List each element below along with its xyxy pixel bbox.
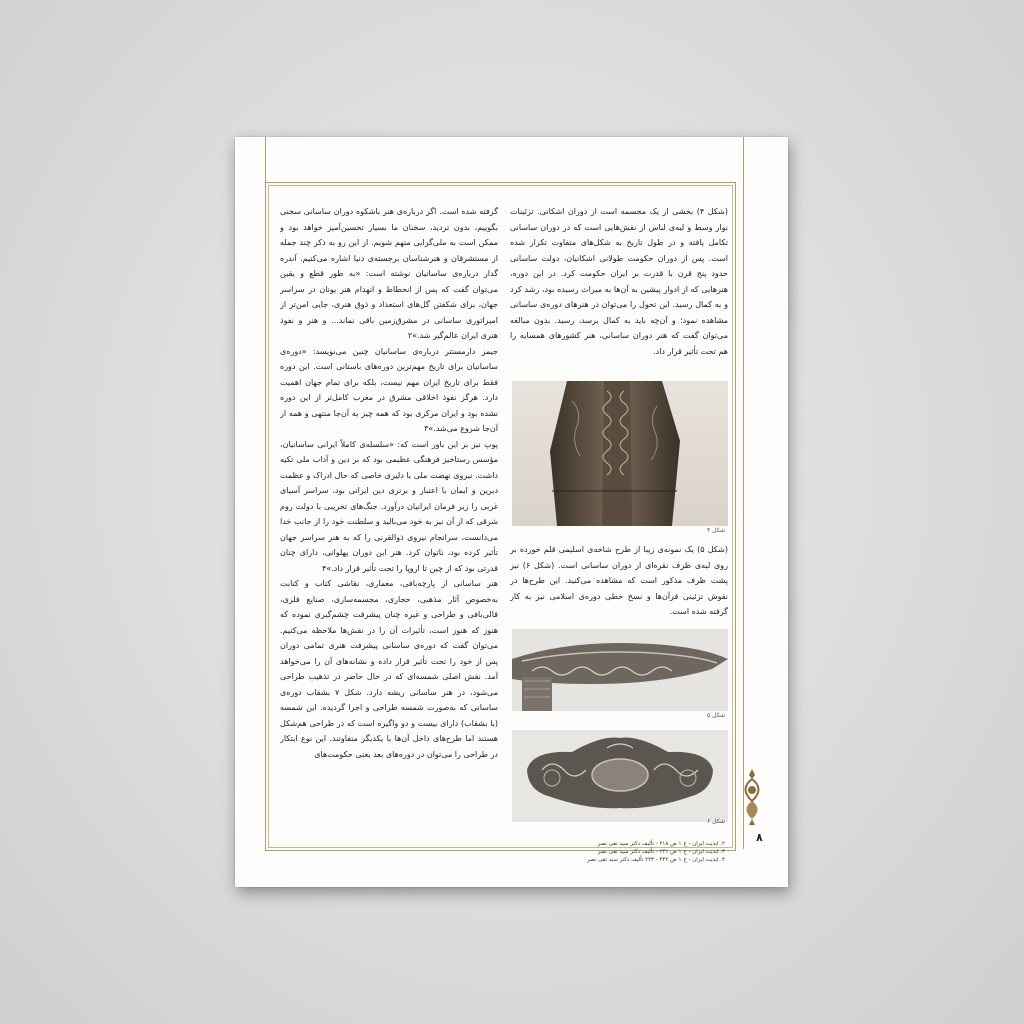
figure-6-caption: شکل ۶ (706, 818, 725, 825)
figure-4-statue (512, 381, 728, 526)
right-paragraph-2-wrap (510, 542, 728, 627)
figure-5-caption: شکل ۵ (706, 712, 725, 719)
left-paragraph-4: هنر ساسانی از پارچه‌بافی، معماری، نقاشی کتاب و کتابت به‌خصوص آثار مذهبی، حجاری، مجسمه‌سازی، صنایع فلزی، قالی‌بافی و طراحی و غیره چنان پیشرفت چشم‌گیری نموده که هنوز که هنوز است، تأثیرات آن را در نقش‌ها ملاحظه می‌کنیم. می‌توان گفت که دوره‌ی ساسانی پیشرفت هنری تمامی دوران پس از خود را تحت تأثیر قرار داده و نشانه‌های آن را می‌خواهد آمد. نقش اصلی شمسه‌ای که در حال حاضر در تذهیب طراحی می‌شود، در هنر ساسانی ریشه دارد. شکل ۷ بشقاب دوره‌ی ساسانی که به‌صورت شمسه طراحی و اجرا گردیده. این شمسه (با بشقاب) دارای بیست و دو واگیره است که در طراحی هم‌شکل هستند اما طرح‌های داخل آن‌ها با یکدیگر متفاوتند. این نوع ابتکار در طراحی را می‌توان در دوره‌های بعد یعنی حکومت‌های (280, 579, 498, 759)
figure-5-plate-edge (512, 629, 728, 711)
top-border-line (265, 137, 266, 182)
left-paragraph-3: پوپ نیز بر این باور است که: «سلسله‌ی کاملاً ایرانی ساسانیان، مؤسس رستاخیز فرهنگی عظیمی بود که بر دین و آداب ملی تکیه داشت. نیروی نهضت ملی با دلیری خاصی که حال ادراک و عظمت دیرین و ایمان با اعتبار و برتری دین ایرانی بود، سراسر آسیای غربی را زیر فرمان ایرانیان درآورد. جنگ‌های تخریبی با دولت روم شرقی که از آن نیز به خود می‌بالید و سلطنت خود را از جانب خدا می‌دانست، سرانجام نیروی ذوالقرنی را که به هنر سراسر جهان تأثیر کرده بود، ناتوان کرد. هنر این دوران پهلوانی، دارای چنان قدرتی بود که از چین تا اروپا را تحت تأثیر قرار داد.»۴ (280, 439, 498, 573)
figure-4-caption: شکل ۴ (706, 527, 725, 534)
book-page (235, 137, 788, 887)
footnotes (535, 840, 725, 864)
decorative-ornament-icon (737, 767, 767, 827)
right-paragraph-1: (شکل ۴) بخشی از یک مجسمه است از دوران اشکانی. تزئینات نوار وسط و لبه‌ی لباس از نقش‌هایی است که در دوران ساسانی تکامل یافته و در طول تاریخ به شکل‌های متفاوت تکرار شده است. پس از دوران حکومت طولانی اشکانیان، دولت ساسانی حدود پنج قرن با قدرت بر ایران حکومت کرد. در این دوره، هنرهایی که از ادوار پیشین به آن‌ها به میراث رسیده بود، رشد کرد و به کمال رسید. این تحول را می‌توان در هنرهای دوره‌ی ساسانی مشاهده نمود؛ و آن‌چه باید به کمال برسد، رسید. بدون مبالغه می‌توان گفت که هنر دوران ساسانی، هنر کشورهای همسایه را هم تحت تأثیر قرار داد. (510, 207, 728, 356)
left-column (280, 204, 498, 844)
footnote: ۳. ابدیت ایران - ج ۱ ص ۲۴۱ - تألیف دکتر سید تقی نصر (597, 849, 725, 855)
right-column (510, 204, 728, 379)
right-paragraph-2: (شکل ۵) یک نمونه‌ی زیبا از طرح شاخه‌ی اسلیمی قلم خورده بر روی لبه‌ی ظرف نقره‌ای از دوران ساسانی است. (شکل ۶) نیز پشت ظرف مذکور است که مشاهده می‌کنید. این طرح‌ها در نقوش تزئینی قرآن‌ها و نسخ خطی دوره‌ی اسلامی نیز به کار گرفته شده است. (510, 545, 728, 616)
page-number: ۸ (756, 831, 763, 844)
left-paragraph-2: جیمز دارمستتر درباره‌ی ساسانیان چنین می‌نویسد: «دوره‌ی ساسانیان برای تاریخ مهم‌ترین دوره‌های باستانی است. این دوره فقط برای تاریخ ایران مهم نیست، بلکه برای تمام جهان اهمیت دارد. هرگز نفوذ اخلاقی مشرق در مغرب کامل‌تر از این دوره نشده بود و ایران مرکزی بود که همه چیز به آن‌جا منتهی و همه از آن‌جا شروع می‌شد.»۳ (280, 346, 498, 433)
side-border-line (743, 137, 744, 849)
footnote: ۲. ابدیت ایران - ج ۱ ص ۲۱۸ - تألیف دکتر سید تقی نصر (597, 841, 725, 847)
footnote: ۴. ابدیت ایران - ج ۱ ص ۲۴۲ - ۲۴۳ تألیف دکتر سید تقی نصر (586, 857, 725, 863)
left-paragraph-1: گرفته شده است. اگر درباره‌ی هنر باشکوه دوران ساسانی سخنی بگوییم، بدون تردید، سخنان ما بسیار تحسین‌آمیز خواهد بود و ممکن است به ملی‌گرایی متهم شویم. از این رو به ذکر چند جمله از مستشرقان و هنرشناسان برجسته‌ی دنیا اشاره می‌کنیم. آندره گدار درباره‌ی ساسانیان نوشته است: «به طور قطع و یقین می‌توان گفت که پس از انحطاط و انهدام هنر یونان در سراسر جهان، برای شکفتن گل‌های استعداد و ذوق هنری، جایی امن‌تر از امپراتوری ساسانی در مشرق‌زمین باقی نماند... و هنر و نفوذ هنری ایران عالم‌گیر شد.»۲ (280, 207, 498, 340)
figure-6-plate-back (512, 730, 728, 822)
